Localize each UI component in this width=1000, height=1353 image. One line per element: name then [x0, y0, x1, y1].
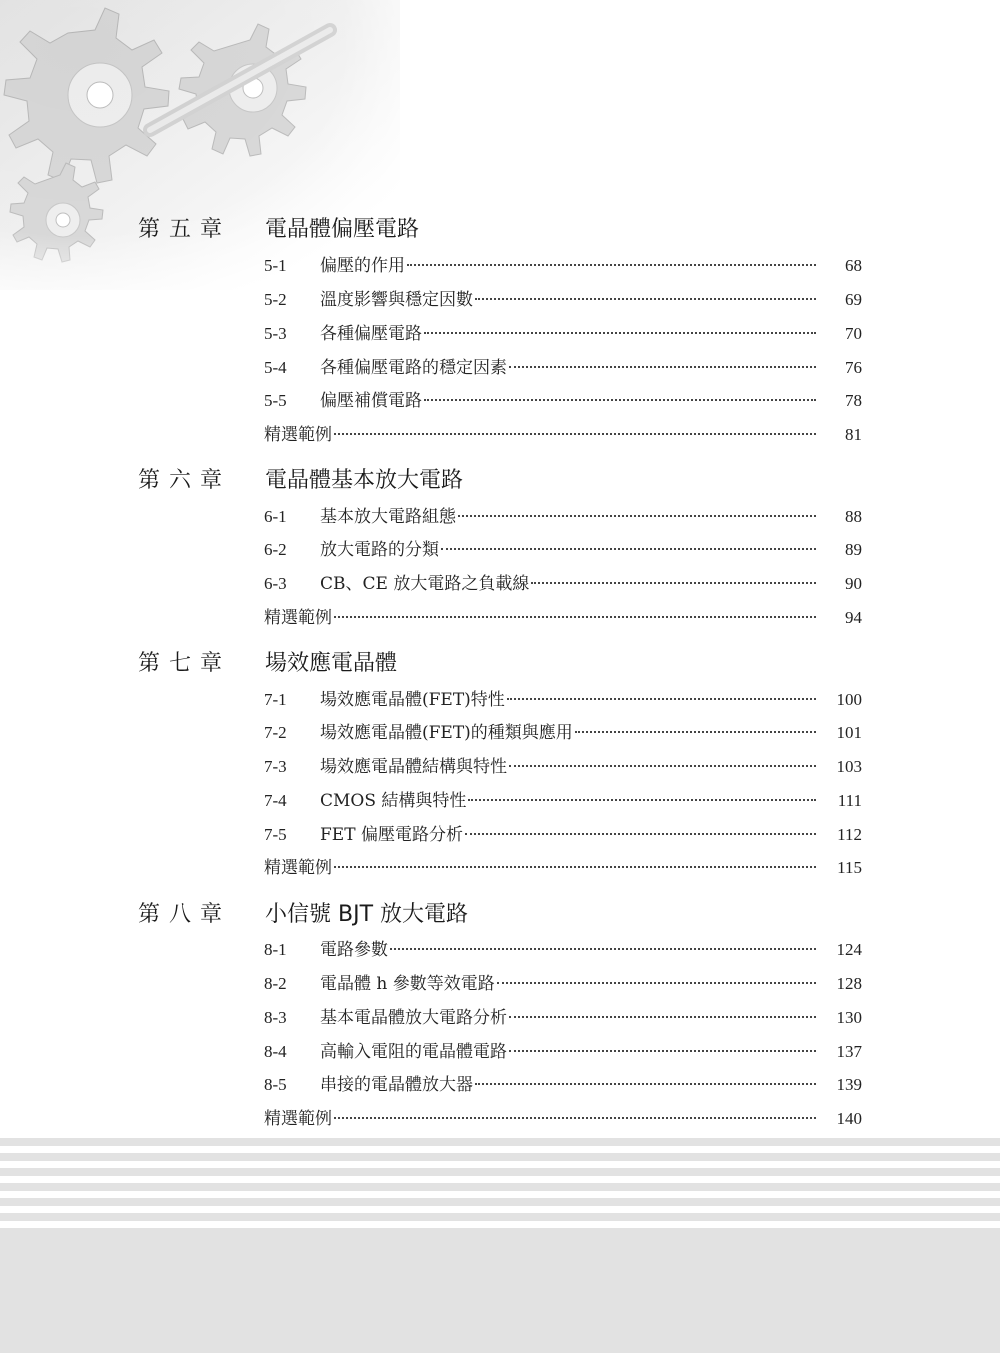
page-number: 76: [845, 358, 862, 377]
page-number: 139: [836, 1075, 862, 1094]
chapter-title: 小信號 BJT 放大電路: [265, 902, 469, 927]
section-title: 精選範例: [264, 1109, 332, 1129]
chapter-heading: [138, 646, 397, 677]
toc-entry[interactable]: [264, 355, 862, 381]
section-title: 各種偏壓電路的穩定因素: [320, 358, 507, 378]
toc-entry[interactable]: [264, 1106, 862, 1132]
dot-leader: [407, 264, 816, 266]
toc-entry[interactable]: [264, 1072, 862, 1098]
toc-entry[interactable]: [264, 855, 862, 881]
page-number: 90: [845, 574, 862, 593]
section-number: 5-4: [264, 358, 287, 377]
page-number: 103: [836, 757, 862, 776]
page-number: 78: [845, 391, 862, 410]
section-title: 基本放大電路組態: [320, 507, 456, 527]
section-title: 高輸入電阻的電晶體電路: [320, 1042, 507, 1062]
gears-illustration: [0, 0, 400, 290]
section-title: 場效應電晶體(FET)特性: [320, 690, 505, 710]
dot-leader: [334, 433, 816, 435]
section-title: 基本電晶體放大電路分析: [320, 1008, 507, 1028]
chapter-label: 第八章: [138, 902, 232, 927]
section-title: CB、CE 放大電路之負載線: [320, 574, 530, 594]
dot-leader: [509, 765, 816, 767]
section-number: 5-2: [264, 290, 287, 309]
toc-entry[interactable]: [264, 388, 862, 414]
chapter-label: 第五章: [138, 217, 232, 242]
toc-entry[interactable]: [264, 504, 862, 530]
toc-entry[interactable]: [264, 687, 862, 713]
dot-leader: [424, 399, 816, 401]
dot-leader: [334, 616, 816, 618]
chapter-heading: [138, 897, 468, 928]
chapter-label: 第六章: [138, 468, 232, 493]
stripe-divider: [0, 1221, 1000, 1228]
section-number: 7-5: [264, 825, 287, 844]
toc-entry[interactable]: [264, 971, 862, 997]
section-number: 8-3: [264, 1008, 287, 1027]
section-title: 精選範例: [264, 858, 332, 878]
section-number: 8-1: [264, 940, 287, 959]
stripe-divider: [0, 1146, 1000, 1153]
toc-entry[interactable]: [264, 422, 862, 448]
section-number: 5-1: [264, 256, 287, 275]
page-number: 101: [836, 723, 862, 742]
chapter-heading: [138, 463, 463, 494]
page-number: 94: [845, 608, 862, 627]
section-title: 精選範例: [264, 608, 332, 628]
section-number: 5-3: [264, 324, 287, 343]
section-title: 電晶體 h 參數等效電路: [320, 974, 495, 994]
page-number: 81: [845, 425, 862, 444]
page-number: 130: [836, 1008, 862, 1027]
dot-leader: [475, 1083, 816, 1085]
stripe-divider: [0, 1191, 1000, 1198]
toc-entry[interactable]: [264, 537, 862, 563]
chapter-title: 電晶體偏壓電路: [265, 217, 420, 242]
section-title: 場效應電晶體結構與特性: [320, 757, 507, 777]
toc-entry[interactable]: [264, 1039, 862, 1065]
page-number: 111: [837, 791, 862, 810]
dot-leader: [334, 866, 816, 868]
stripe-divider: [0, 1206, 1000, 1213]
page-number: 89: [845, 540, 862, 559]
chapter-title: 電晶體基本放大電路: [265, 468, 464, 493]
toc-entry[interactable]: [264, 788, 862, 814]
section-number: 7-1: [264, 690, 287, 709]
dot-leader: [507, 698, 816, 700]
dot-leader: [509, 366, 816, 368]
page-number: 100: [836, 690, 862, 709]
dot-leader: [334, 1117, 816, 1119]
chapter-title: 場效應電晶體: [265, 651, 398, 676]
page-number: 68: [845, 256, 862, 275]
section-title: FET 偏壓電路分析: [320, 825, 463, 845]
page-number: 69: [845, 290, 862, 309]
dot-leader: [468, 799, 816, 801]
toc-entry[interactable]: [264, 287, 862, 313]
dot-leader: [465, 833, 816, 835]
dot-leader: [497, 982, 816, 984]
page-number: 137: [836, 1042, 862, 1061]
dot-leader: [390, 948, 816, 950]
section-title: 串接的電晶體放大器: [320, 1075, 473, 1095]
chapter-label: 第七章: [138, 651, 232, 676]
page-number: 124: [836, 940, 862, 959]
section-title: 電路參數: [320, 940, 388, 960]
dot-leader: [441, 548, 816, 550]
toc-entry[interactable]: [264, 1005, 862, 1031]
page-number: 115: [837, 858, 862, 877]
section-title: 精選範例: [264, 425, 332, 445]
page-number: 88: [845, 507, 862, 526]
dot-leader: [424, 332, 816, 334]
chapter-heading: [138, 212, 419, 243]
section-title: 偏壓的作用: [320, 256, 405, 276]
page-number: 70: [845, 324, 862, 343]
dot-leader: [531, 582, 816, 584]
toc-entry[interactable]: [264, 605, 862, 631]
section-number: 6-1: [264, 507, 287, 526]
toc-entry[interactable]: [264, 571, 862, 597]
dot-leader: [509, 1016, 816, 1018]
section-title: 溫度影響與穩定因數: [320, 290, 473, 310]
toc-entry[interactable]: [264, 937, 862, 963]
section-title: 各種偏壓電路: [320, 324, 422, 344]
section-number: 6-3: [264, 574, 287, 593]
section-number: 7-4: [264, 791, 287, 810]
toc-entry[interactable]: [264, 754, 862, 780]
section-number: 6-2: [264, 540, 287, 559]
dot-leader: [575, 731, 816, 733]
toc-entry[interactable]: [264, 253, 862, 279]
toc-entry[interactable]: [264, 321, 862, 347]
section-number: 7-3: [264, 757, 287, 776]
section-title: 場效應電晶體(FET)的種類與應用: [320, 723, 573, 743]
section-number: 8-5: [264, 1075, 287, 1094]
page-number: 112: [837, 825, 862, 844]
dot-leader: [458, 515, 816, 517]
page-number: 140: [836, 1109, 862, 1128]
section-title: 偏壓補償電路: [320, 391, 422, 411]
toc-entry[interactable]: [264, 720, 862, 746]
section-title: CMOS 結構與特性: [320, 791, 467, 811]
page-number: 128: [836, 974, 862, 993]
stripe-divider: [0, 1176, 1000, 1183]
toc-entry[interactable]: [264, 822, 862, 848]
section-number: 7-2: [264, 723, 287, 742]
section-number: 8-2: [264, 974, 287, 993]
section-title: 放大電路的分類: [320, 540, 439, 560]
dot-leader: [475, 298, 816, 300]
footer-stripes: [0, 1138, 1000, 1353]
stripe-divider: [0, 1161, 1000, 1168]
dot-leader: [509, 1050, 816, 1052]
section-number: 5-5: [264, 391, 287, 410]
section-number: 8-4: [264, 1042, 287, 1061]
